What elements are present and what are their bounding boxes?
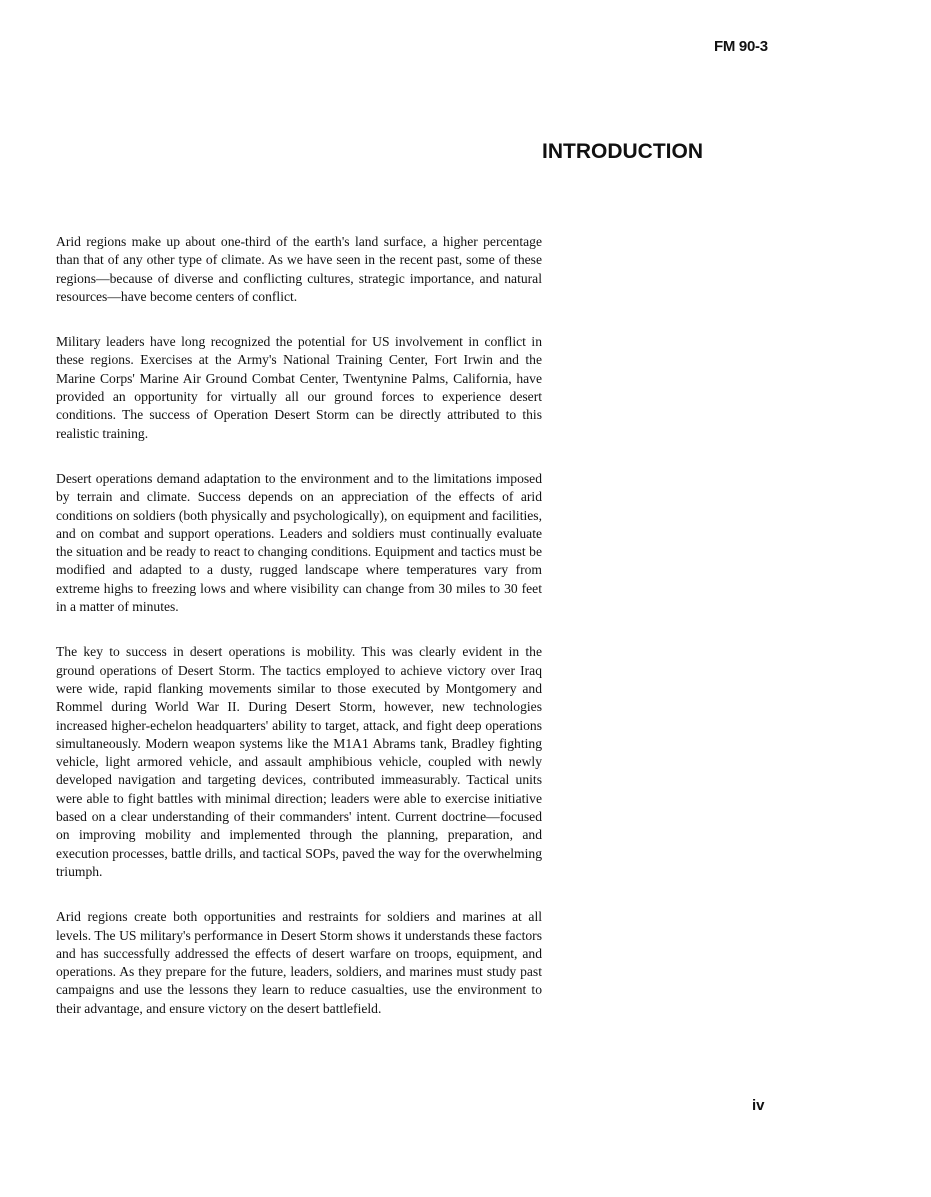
paragraph-opportunities: Arid regions create both opportunities and restraints for soldiers and marines at all levels. The US military's performance in Desert Storm shows it understands these factors and has successfully addressed the effects of desert warfare on troops, equipment, and operations. As they prepare for the future, leaders, soldiers, and marines must study past campaigns and use the lessons they learn to reduce casualties, use the environment to their advantage, and ensure victory on the desert battlefield. <box>56 909 542 1016</box>
paragraph-military-leaders: Military leaders have long recognized the potential for US involvement in conflict in these regions. Exercises at the Army's National Training Center, Fort Irwin and the Marine Corps' Marine Air Ground Combat Center, Twentynine Palms, California, have provided an opportunity for virtually all our ground forces to experience desert conditions. The success of Operation Desert Storm can be directly attributed to this realistic training. <box>56 334 542 441</box>
paragraph-arid-regions: Arid regions make up about one-third of the earth's land surface, a higher percentage than that of any other type of climate. As we have seen in the recent past, some of these regions—because of diverse and conflicting cultures, strategic importance, and natural resources—have become centers of conflict. <box>56 234 542 304</box>
page-number: iv <box>752 1097 765 1114</box>
body-text <box>56 233 542 1045</box>
paragraph-mobility: The key to success in desert operations is mobility. This was clearly evident in the ground operations of Desert Storm. The tactics employed to achieve victory over Iraq were wide, rapid flanking movements similar to those executed by Montgomery and Rommel during World War II. During Desert Storm, however, new technologies increased higher-echelon headquarters' ability to target, attack, and fight deep operations simultaneously. Modern weapon systems like the M1A1 Abrams tank, Bradley fighting vehicle, light armored vehicle, and assault amphibious vehicle, coupled with newly developed navigation and targeting devices, contributed immeasurably. Tactical units were able to fight battles with minimal direction; leaders were able to exercise initiative based on a clear understanding of their commanders' intent. Current doctrine—focused on improving mobility and implemented through the planning, preparation, and execution processes, battle drills, and tactical SOPs, paved the way for the overwhelming triumph. <box>56 644 542 879</box>
paragraph-desert-operations: Desert operations demand adaptation to the environment and to the limitations imposed by terrain and climate. Success depends on an appreciation of the effects of arid conditions on soldiers (both physically and psychologically), on equipment and facilities, and on combat and support operations. Leaders and soldiers must continually evaluate the situation and be ready to react to changing conditions. Equipment and tactics must be modified and adapted to a dusty, rugged landscape where temperatures vary from extreme highs to freezing lows and where visibility can change from 30 miles to 30 feet in a matter of minutes. <box>56 470 542 615</box>
page-title: INTRODUCTION <box>542 140 703 163</box>
manual-id-header: FM 90-3 <box>714 38 768 55</box>
